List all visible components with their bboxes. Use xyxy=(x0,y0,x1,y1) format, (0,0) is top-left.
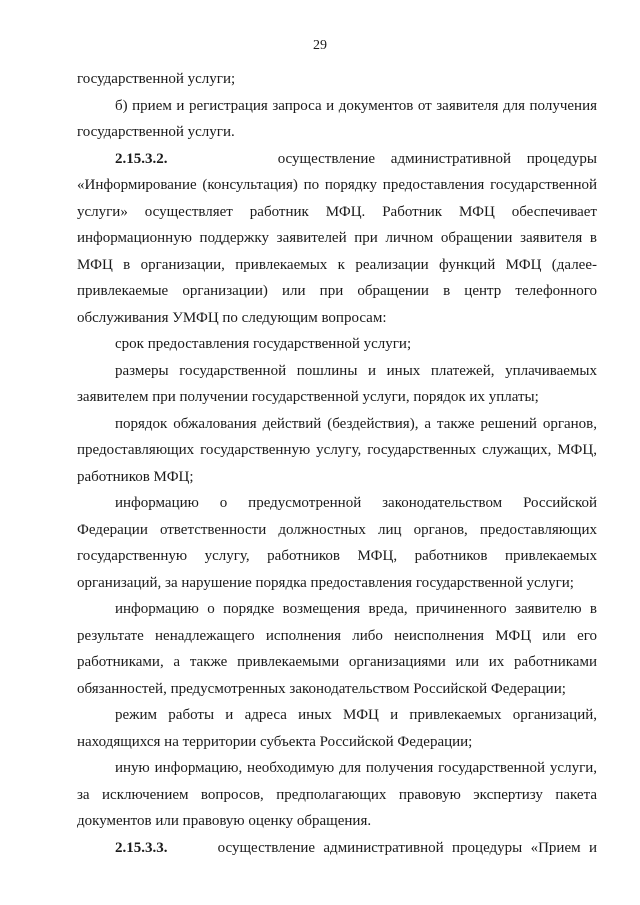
list-item xyxy=(77,358,597,411)
list-item xyxy=(77,702,597,755)
section-paragraph xyxy=(77,835,597,862)
paragraph-text: срок предоставления государственной услуги; xyxy=(115,336,412,352)
paragraph xyxy=(77,66,597,93)
section-number: 2.15.3.3. xyxy=(115,839,168,856)
paragraph-text: государственной услуги; xyxy=(77,71,236,87)
page-number: 29 xyxy=(313,38,327,53)
paragraph-text: информацию о порядке возмещения вреда, причиненного заявителю в результате ненадлежащего исполнения либо неисполнения МФЦ или его работниками, а также привлекаемыми организациями или их работниками обязанностей, предусмотренных законодательством Российской Федерации; xyxy=(77,601,597,697)
paragraph-text: б) прием и регистрация запроса и документов от заявителя для получения государственной услуги. xyxy=(77,97,597,140)
document-body xyxy=(77,66,597,861)
paragraph-text: размеры государственной пошлины и иных платежей, уплачиваемых заявителем при получении государственной услуги, порядок их уплаты; xyxy=(77,362,597,405)
list-item xyxy=(77,755,597,835)
list-item xyxy=(77,411,597,491)
paragraph xyxy=(77,93,597,146)
section-paragraph xyxy=(77,146,597,332)
paragraph-text: осуществление административной процедуры «Прием и xyxy=(217,839,597,856)
list-item xyxy=(77,331,597,358)
section-number: 2.15.3.2. xyxy=(115,150,168,167)
list-item xyxy=(77,490,597,596)
list-item xyxy=(77,596,597,702)
paragraph-text: осуществление административной процедуры «Информирование (консультация) по порядку предоставления государственной услуги» осуществляет работник МФЦ. Работник МФЦ обеспечивает информационную поддержку заявителей при личном обращении заявителя в МФЦ в организации, привлекаемых к реализации функций МФЦ (далее-привлекаемые организации) или при обращении в центр телефонного обслуживания УМФЦ по следующим вопросам: xyxy=(77,150,598,326)
paragraph-text: информацию о предусмотренной законодательством Российской Федерации ответственности должностных лиц органов, предоставляющих государственную услугу, работников МФЦ, работников привлекаемых организаций, за нарушение порядка предоставления государственной услуги; xyxy=(77,495,597,591)
paragraph-text: порядок обжалования действий (бездействия), а также решений органов, предоставляющих государственную услугу, государственных служащих, МФЦ, работников МФЦ; xyxy=(77,415,597,485)
paragraph-text: иную информацию, необходимую для получения государственной услуги, за исключением вопросов, предполагающих правовую экспертизу пакета документов или правовую оценку обращения. xyxy=(77,760,597,829)
paragraph-text: режим работы и адреса иных МФЦ и привлекаемых организаций, находящихся на территории субъекта Российской Федерации; xyxy=(77,707,597,750)
